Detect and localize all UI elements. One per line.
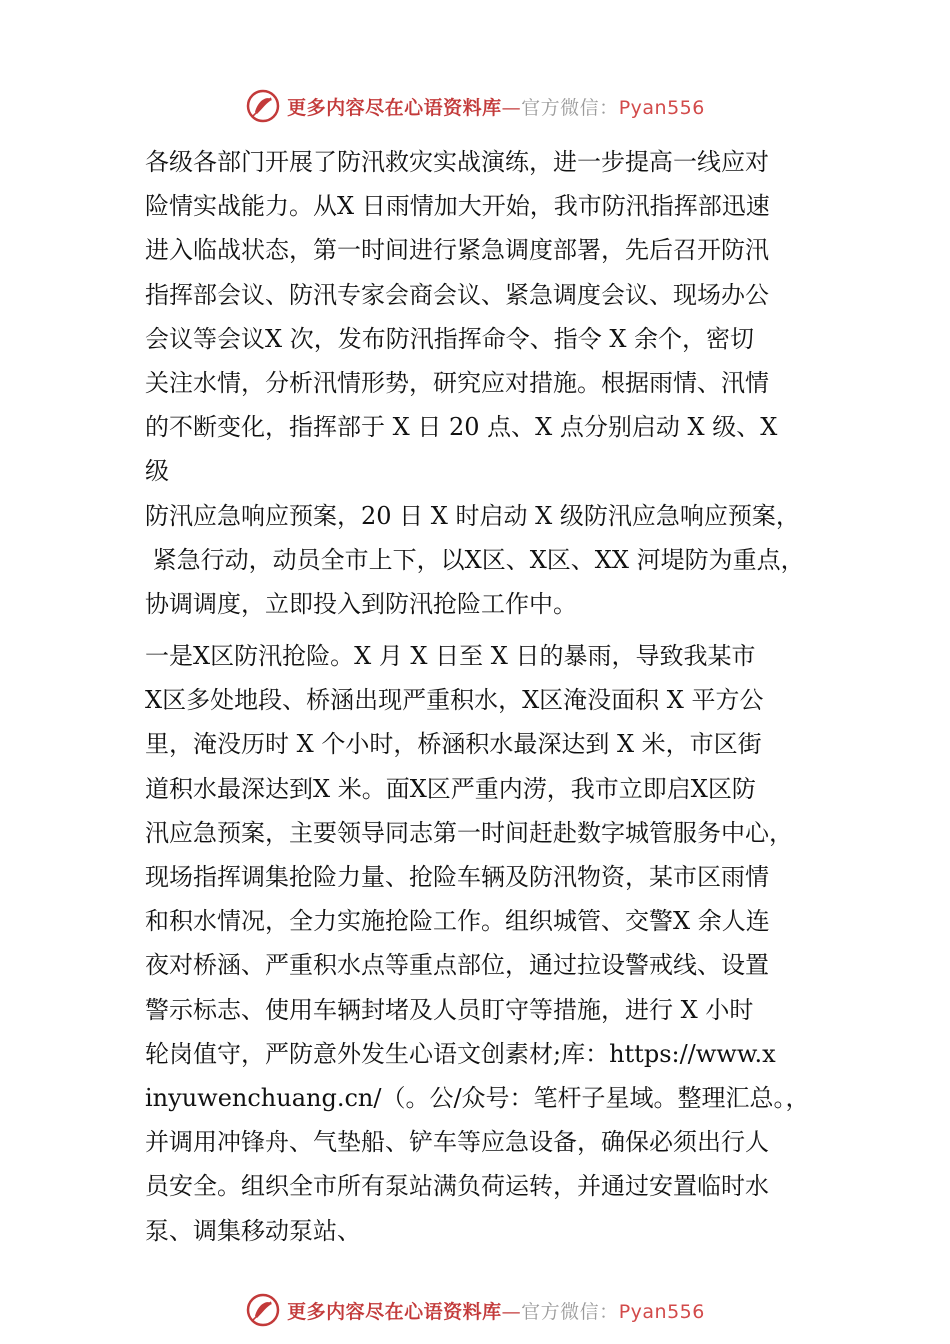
header-dash: — — [501, 96, 522, 119]
text-line: 现场指挥调集抢险力量、抢险车辆及防汛物资，某市区雨情 — [145, 863, 769, 891]
text-line: 道积水最深达到X 米。面X区严重内涝，我市立即启X区防 — [145, 774, 756, 803]
footer-brand-text: 更多内容尽在心语资料库 — [287, 1300, 502, 1323]
footer-wechat-account: Pyan556 — [618, 1300, 705, 1323]
text-line: 并调用冲锋舟、气垫船、铲车等应急设备，确保必须出行人 — [145, 1128, 769, 1157]
text-line: 轮岗值守，严防意外发生心语文创素材;库：https://www.x — [145, 1039, 776, 1068]
footer-banner — [0, 1290, 950, 1330]
footer-dash: — — [501, 1300, 522, 1323]
text-line: 夜对桥涵、严重积水点等重点部位，通过拉设警戒线、设置 — [145, 951, 769, 980]
brand-logo-icon — [245, 1292, 281, 1328]
text-line: 里，淹没历时 X 个小时，桥涵积水最深达到 X 米，市区街 — [145, 730, 762, 759]
footer-wechat-label: 官方微信： — [521, 1300, 619, 1323]
text-line: X区多处地段、桥涵出现严重积水，X区淹没面积 X 平方公 — [145, 686, 764, 715]
document-body — [145, 140, 845, 1253]
text-line: 各级各部门开展了防汛救灾实战演练，进一步提高一线应对 — [145, 148, 769, 176]
header-banner — [0, 86, 950, 126]
text-line: 一是X区防汛抢险。X 月 X 日至 X 日的暴雨，导致我某市 — [145, 642, 756, 671]
text-line: 员安全。组织全市所有泵站满负荷运转，并通过安置临时水 — [145, 1172, 769, 1201]
paragraph-2 — [145, 634, 845, 1253]
header-wechat-account: Pyan556 — [618, 96, 705, 119]
text-line: 泵、调集移动泵站、 — [145, 1216, 361, 1245]
text-line: 防汛应急响应预案，20 日 X 时启动 X 级防汛应急响应预案， — [145, 501, 800, 530]
brand-logo-icon — [245, 88, 281, 124]
text-line: 协调调度，立即投入到防汛抢险工作中。 — [145, 589, 577, 618]
text-line: 关注水情，分析汛情形势，研究应对措施。根据雨情、汛情 — [145, 368, 769, 397]
text-line: 警示标志、使用车辆封堵及人员盯守等措施，进行 X 小时 — [145, 995, 754, 1024]
text-line: 会议等会议X 次，发布防汛指挥命令、指令 X 余个，密切 — [145, 324, 755, 353]
text-line: 级 — [145, 457, 169, 486]
header-brand-text: 更多内容尽在心语资料库 — [287, 96, 502, 119]
text-line: 进入临战状态，第一时间进行紧急调度部署，先后召开防汛 — [145, 236, 769, 265]
text-line: 的不断变化，指挥部于 X 日 20 点、X 点分别启动 X 级、X — [145, 413, 778, 442]
text-line: 紧急行动，动员全市上下，以X区、X区、XX 河堤防为重点， — [145, 545, 805, 574]
text-line: 汛应急预案，主要领导同志第一时间赶赴数字城管服务中心， — [145, 818, 793, 847]
header-wechat-label: 官方微信： — [521, 96, 619, 119]
text-line: 指挥部会议、防汛专家会商会议、紧急调度会议、现场办公 — [145, 280, 769, 309]
text-line: inyuwenchuang.cn/（。公/众号：笔杆子星域。整理汇总。， — [145, 1083, 810, 1112]
text-line: 和积水情况，全力实施抢险工作。组织城管、交警X 余人连 — [145, 907, 770, 936]
paragraph-1 — [145, 140, 845, 626]
text-line: 险情实战能力。从X 日雨情加大开始，我市防汛指挥部迅速 — [145, 192, 770, 221]
